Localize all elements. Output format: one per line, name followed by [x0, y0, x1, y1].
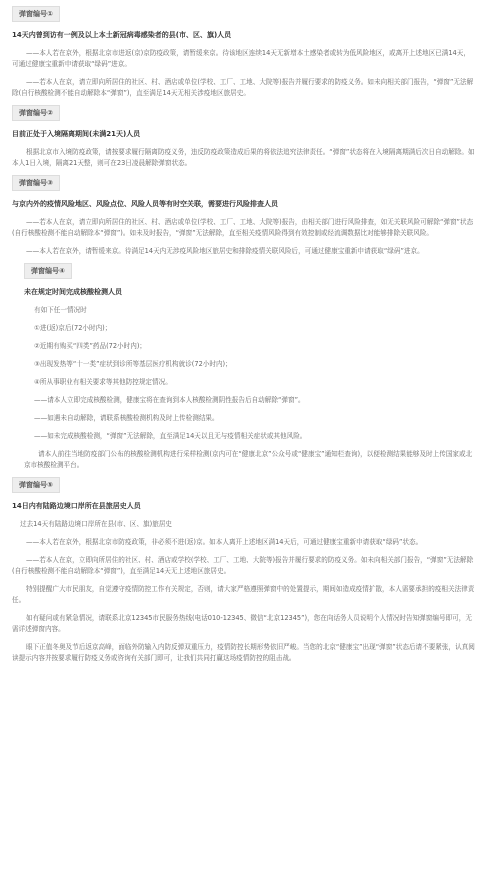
condition-item: ④所从事职业有相关要求等其他防控规定情况。	[34, 378, 172, 386]
section-paragraph: ——若本人在京，请立即向所居住的社区、村、酒店或单位(学校、工厂、工地、大院等)报告并履行要求的防疫义务。如未向相关部门报告，“弹窗”无法解除(自行核酸检测不能自动解除本“弹窗”)，直至满足14天无相关涉疫地区旅居史。	[12, 78, 474, 97]
section-label: 弹窗编号②	[12, 105, 60, 121]
section-paragraph: ——若本人在京，请立即向所居住的社区、村、酒店或单位(学校、工厂、工地、大院等)报告，由相关部门进行风险排查，如无关联风险可解除“弹窗”状态(自行核酸检测不能自动解除本“弹窗”)。如未及时报告，“弹窗”无法解除，直至相关疫情风险得到有效控制或经流调数据比对能够排除关联风险。	[12, 218, 474, 237]
section-title: 与京内外的疫情风险地区、风险点位、风险人员等有时空关联，需要进行风险排查人员	[12, 200, 278, 208]
closing-notes	[0, 584, 487, 664]
section-title: 14天内曾到访有一例及以上本土新冠病毒感染者的县(市、区、旗)人员	[12, 31, 232, 39]
section-label: 弹窗编号③	[12, 175, 60, 191]
section-paragraph: ——请本人立即完成核酸检测，健康宝将在查询到本人核酸检测阴性报告后自动解除“弹窗”。	[34, 396, 305, 404]
condition-item: ②近期有购买“四类”药品(72小时内)；	[34, 342, 146, 350]
section-paragraph: ——若本人在京，立即向所居住的社区、村、酒店或学校(学校、工厂、工地、大院等)报告并履行要求的防疫义务。如未向相关部门报告，“弹窗”无法解除(自行核酸检测不能自动解除本“弹窗”)，直至满足14天无上述地区旅居史。	[12, 556, 474, 575]
section-paragraph: ——本人若在京外，根据北京市防疫政策，非必须不进(返)京。如本人离开上述地区满14天后，可通过健康宝重新申请获取“绿码”状态。	[26, 538, 423, 546]
condition-item: ③出现发热等“十一类”症状到诊所等基层医疗机构就诊(72小时内)；	[34, 360, 232, 368]
section-5	[0, 471, 487, 577]
closing-paragraph: 如有疑问或有紧急情况，请联系北京12345市民服务热线(电话010-12345、微信“北京12345”)，您在向话务人员说明个人情况时告知弹窗编号即可，无需详述弹窗内容。	[12, 614, 472, 633]
closing-paragraph: 特别提醒广大市民朋友，自觉遵守疫情防控工作有关规定，否则，请大家严格遵照弹窗中的处置提示，期间如造成疫情扩散，本人需要承担的疫相关法律责任。	[12, 585, 475, 604]
section-4	[0, 257, 487, 471]
section-label: 弹窗编号①	[12, 6, 60, 22]
section-title: 目前正处于入境隔离期间(未满21天)人员	[12, 130, 141, 138]
section-label: 弹窗编号④	[24, 263, 72, 279]
section-paragraph: 请本人前往当地防疫部门公布的核酸检测机构进行采样检测(京内可在“健康北京”公众号或“健康宝”通知栏查询)，以便检测结果能够及时上传国家或北京市核酸检测平台。	[24, 450, 473, 469]
closing-paragraph: 眼下正值冬奥及节后返京高峰，面临外防输入内防反弹双重压力，疫情防控长期形势依旧严峻。当您的北京“健康宝”出现“弹窗”状态后请不要紧张，认真阅读提示内容并按要求履行防疫义务或咨询有关部门即可，让我们共同打赢这场疫情防控的阻击战。	[12, 643, 475, 662]
section-title: 未在规定时间完成核酸检测人员	[24, 288, 122, 296]
section-1	[0, 0, 487, 99]
section-paragraph: ——本人若在京外，请暂缓来京。待满足14天内无涉疫风险地区旅居史和排除疫情关联风险后，可通过健康宝重新申请获取“绿码”进京。	[26, 247, 424, 255]
condition-item: ①进(返)京后(72小时内)；	[34, 324, 112, 332]
section-label: 弹窗编号⑤	[12, 477, 60, 493]
section-3	[0, 169, 487, 257]
section-2	[0, 99, 487, 169]
section-paragraph: 根据北京市入境防疫政策，请按要求履行隔离防疫义务，违反防疫政策造成后果的将依法追究法律责任。“弹窗”状态将在入境隔离期满后次日自动解除。如本人1日入境，隔离21天整，则可在23日凌晨解除弹窗状态。	[12, 148, 475, 167]
section-intro: 有如下任一情况时	[34, 306, 87, 314]
section-intro: 过去14天有陆路边境口岸所在县(市、区、旗)旅居史	[20, 520, 173, 528]
section-paragraph: ——本人若在京外，根据北京市进返(京)京防疫政策，请暂缓来京。待该地区连续14天无新增本土感染者或转为低风险地区，或离开上述地区已满14天，可通过健康宝重新申请获取“绿码”进京。	[12, 49, 470, 68]
section-paragraph: ——如未完成核酸检测，“弹窗”无法解除，直至满足14天以且无与疫情相关症状或其他风险。	[34, 432, 307, 440]
section-paragraph: ——如遇未自动解除，请联系核酸检测机构及时上传检测结果。	[34, 414, 219, 422]
section-title: 14日内有陆路边境口岸所在县旅居史人员	[12, 502, 141, 510]
